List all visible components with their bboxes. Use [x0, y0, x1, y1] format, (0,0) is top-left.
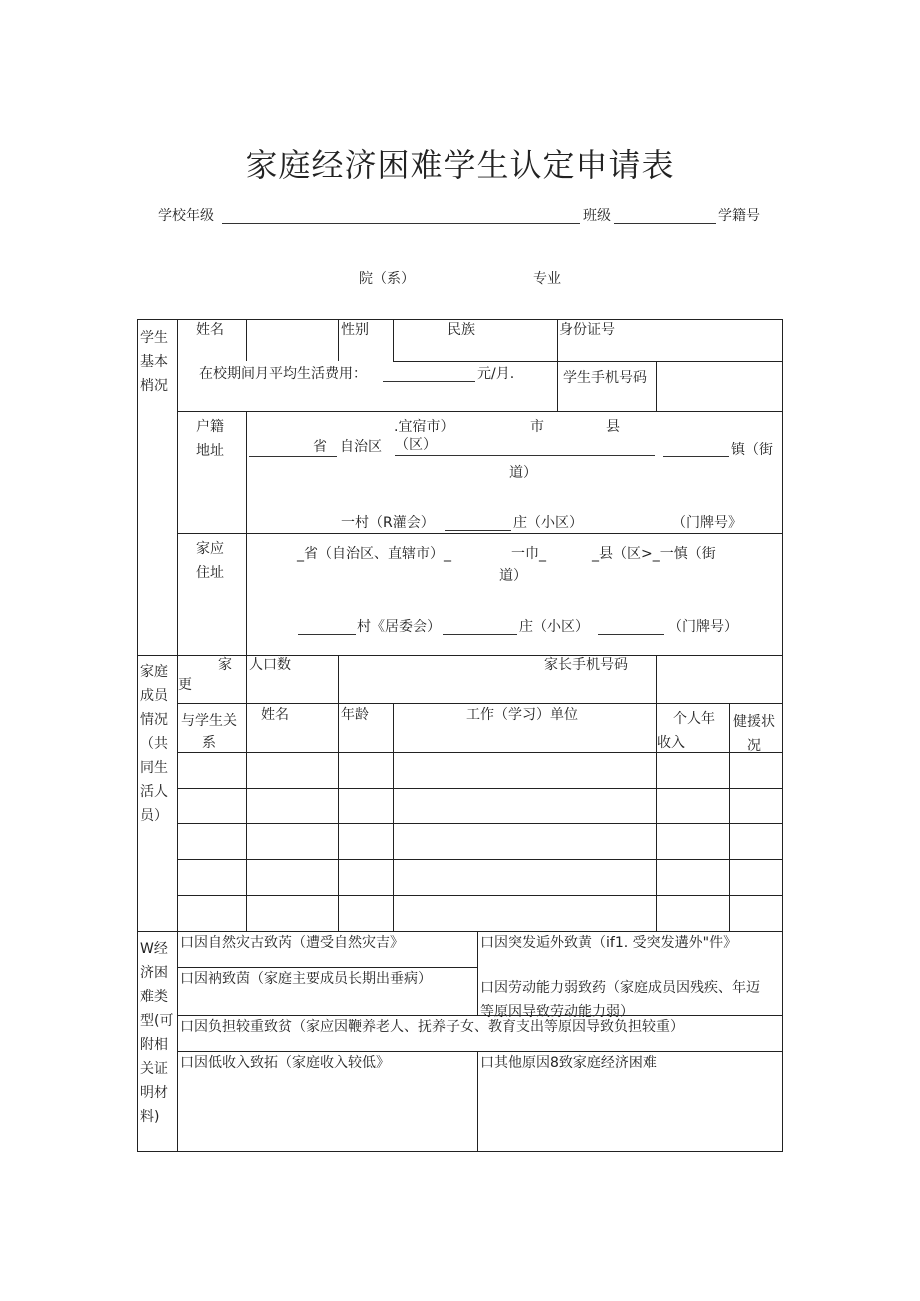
hukou-line1: .宜宿市） — [394, 419, 455, 435]
home-line1a: _省（自治区、直辖市）_ — [297, 546, 451, 562]
hukou-prov: 省 — [313, 439, 327, 455]
family-section-label: 家庭 成员 情况 （共 同生 活人 员） — [140, 664, 168, 824]
phone-label: 学生手机号码 — [563, 370, 647, 386]
family-geng: 更 — [178, 677, 192, 693]
hukou-town: 镇（街 — [731, 442, 773, 458]
school-grade-field[interactable] — [222, 223, 580, 224]
gender-label: 性别 — [341, 322, 369, 338]
hukou-town-field[interactable] — [663, 456, 729, 457]
option-illness[interactable]: 口因衲致茵（家庭主要成员长期出垂病） — [180, 971, 432, 987]
ethnicity-label: 民族 — [447, 322, 475, 338]
hukou-city: 市 — [530, 419, 544, 435]
major-label: 专业 — [533, 271, 561, 287]
home-door: （门牌号） — [668, 619, 738, 635]
school-grade-label: 学校年级 — [158, 208, 214, 224]
option-sudden-accident[interactable]: 口因突发逅外致黄（if1. 受突发遘外"件》 — [480, 935, 738, 951]
age-header: 年龄 — [341, 707, 369, 723]
hukou-county: 县 — [606, 419, 620, 435]
hukou-city-field[interactable] — [395, 455, 655, 456]
member-name-header: 姓名 — [261, 707, 289, 723]
id-number-label: 身份证号 — [559, 322, 615, 338]
hukou-road: 道） — [509, 465, 537, 481]
option-other[interactable]: 口其他原因8致家庭经济困难 — [480, 1055, 657, 1071]
income-header: 个人年 收入 — [657, 711, 715, 751]
hukou-zhuang-field[interactable] — [445, 530, 511, 531]
hukou-region: 自治区 — [340, 439, 382, 455]
home-zhuang: 庄（小区） — [519, 619, 589, 635]
parent-phone-label: 家长手机号码 — [544, 657, 628, 673]
relation-header: 与学生关 系 — [181, 713, 237, 751]
health-header: 健援状 况 — [733, 714, 775, 754]
monthly-cost-field[interactable] — [383, 381, 475, 382]
home-label: 家应 住址 — [196, 541, 224, 581]
home-door-field[interactable] — [598, 634, 664, 635]
monthly-unit: 元/月. — [477, 366, 515, 382]
hukou-label: 户籍 地址 — [196, 419, 224, 459]
hukou-zhuang: 庄（小区） — [513, 515, 583, 531]
option-natural-disaster[interactable]: 口因自然灾古致芮（遭受自然灾吉》 — [180, 935, 404, 951]
option-low-income[interactable]: 口因低收入致拓（家庭收入较低》 — [180, 1055, 390, 1071]
hukou-door: （门牌号》 — [672, 515, 742, 531]
population-label: 人口数 — [249, 657, 291, 673]
department-label: 院（系） — [359, 271, 415, 287]
home-line1c: _县（区>_一慎（街 — [592, 546, 716, 562]
monthly-cost-label: 在校期间月平均生活费用： — [199, 366, 367, 382]
hukou-village: 一村（R灌会） — [341, 515, 435, 531]
home-line1b: 一巾_ — [511, 546, 546, 562]
home-village-field[interactable] — [298, 634, 356, 635]
hukou-province-field[interactable] — [249, 456, 337, 457]
name-field[interactable] — [248, 321, 336, 359]
home-zhuang-field[interactable] — [443, 634, 517, 635]
class-field[interactable] — [614, 223, 716, 224]
name-label: 姓名 — [196, 322, 224, 338]
difficulty-section-label: W经 济困 难类 型(可 附相 关证 明材 料) — [140, 941, 174, 1125]
class-label: 班级 — [583, 208, 611, 224]
phone-field[interactable] — [658, 363, 780, 409]
option-weak-labor[interactable]: 口因劳动能力弱致药（家庭成员因残疾、年迈 等原因导致劳动能力弱） — [480, 980, 760, 1020]
option-heavy-burden[interactable]: 口因负担较重致贫（家应因鞭养老人、抚养子女、教育支出等原因导致负担较重） — [180, 1019, 684, 1035]
work-unit-header: 工作（学习）单位 — [466, 707, 578, 723]
home-village: 村《居委会） — [357, 619, 441, 635]
hukou-district: （区） — [395, 437, 437, 453]
student-id-label: 学籍号 — [718, 208, 760, 224]
home-road: 道） — [499, 568, 527, 584]
family-jia: 家 — [218, 657, 232, 673]
page-title: 家庭经济困难学生认定申请表 — [245, 146, 675, 184]
basic-section-label: 学生 基本 梢况 — [140, 330, 168, 394]
